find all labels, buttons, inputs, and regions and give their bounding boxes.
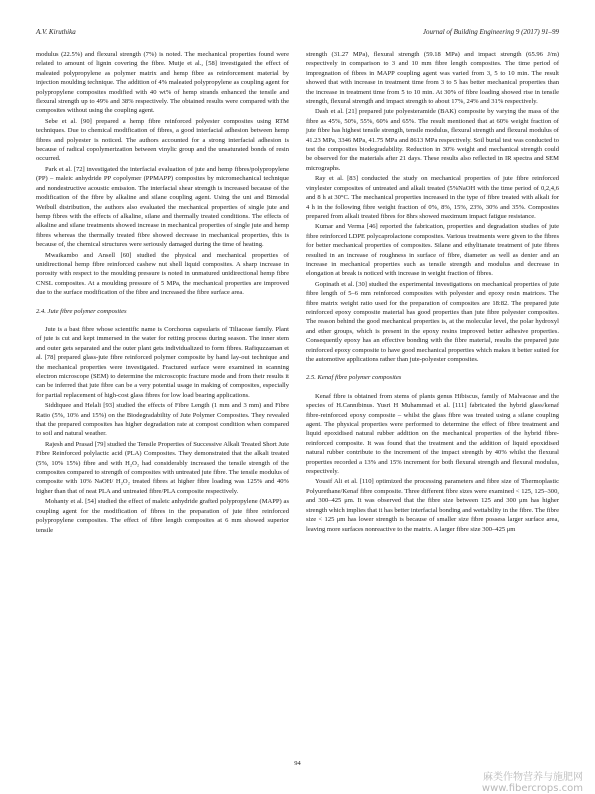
paragraph: Dash et al. [21] prepared jute polyesteramide (BAK) composite by varying the mass of the fibre as 45%, 50%, 55%, 60% and 65%. The result mentioned that at 60% weight fraction of jute fibre has highest tensile strength, tensile modulus, flexural strength and flexural modulus of 41.23 MPa, 3346 MPa, 41.75 MPa and 8613 MPa respectively. Soil burial test was conducted to test the composites biodegradability. Reduction in 30% weight and mechanical strength could be observed for the materials after 21 days. These results also reflected in IR spectra and SEM micrographs. [306,108,559,172]
header-journal: Journal of Building Engineering 9 (2017) 91–99 [422,28,559,36]
paragraph: Sebe et al. [90] prepared a hemp fibre reinforced polyester composites using RTM techniques. Due to chemical modification of fibres, a good interfacial adhesion between hemp fibres and polyester is noticed. The authors accounted for a strong interfacial adhesion is because of radical copolymerization between vinylic group and the unsaturated bonds of resin occurred. [36,117,289,163]
paragraph: Ray et al. [83] conducted the study on mechanical properties of jute fibre reinforced vinylester composites of untreated and alkali treated (5%NaOH with the time period of 0,2,4,6 and 8 h at 30°C. The mechanical properties increased in the type of fibre treated with alkali for 4 h in the following fibre weight fraction of 0%, 8%, 15%, 23%, 30% and 35%. Composites prepared from alkali treated fibres for 8hrs showed maximum impact fatigue resistance. [306,175,559,220]
paragraph: Kumar and Verma [46] reported the fabrication, properties and degradation studies of jute fibre reinforced LDPE polycaprolactone composites. Various treatments were given to the fibres for better mechanical properties of composites. Silane and ethylitanate treatment of jute fibres resulted in an increase of roughness in surface of fibre, diameter as well as denier and an increase in mechanical properties such as tensile strength and modulus and decrease in elongation at break is noticed with increase in weight fraction of fibres. [306,223,559,278]
page-number: 94 [294,760,301,767]
section-heading: 2.5. Kenaf fibre polymer composites [306,374,402,382]
paragraph: Jute is a bast fibre whose scientific name is Corchorus capsularis of Tiliaceae family. Plant of jute is cut and kept immersed in the water for retting process during season. The inner stem and outer gets separated and the outer plant gets individualized to form fibres. Rafiquzzaman et al. [78] prepared glass-jute fibre reinforced polymer composite by hand lay-out technique and the mechanical properties were investigated. Fractured surface were examined in scanning electron microscope (SEM) to determine the microscopic fracture mode and from their results it can be inferred that jute fibre can be a very potential usage in making of composites, especially for partial replacement of high-cost glass fibres for low load bearing applications. [36,325,289,399]
paragraph: Yousif Ali et al. [110] optimized the processing parameters and fibre size of Thermoplastic Polyurethane/Kenaf fibre composite. Three different fibre sizes were examined < 125, 125–300, and 300–425 μm. It was observed that the fibre size between 125 and 300 μm has higher strength which implies that it has better interfacial bonding and wettability in the fibre. The fibre size < 125 μm has lower strength is because of smaller size fibre possess larger surface area, leaving more surfaces nonreactive to the matrix. A larger fibre size 300–425 μm [306,478,559,533]
paragraph: strength (31.27 MPa), flexural strength (59.18 MPa) and impact strength (65.96 J/m) respectively in comparison to 3 and 10 mm fibre length composites. The time period of impregnation of fibres in MAPP coupling agent was varied from 3, 5 to 10 min. The result showed that with increase in treatment time from 3 to 5 has better mechanical properties than the increase in treatment time from 5 to 10 min. At 30% of fibre loading showed rise in tensile strength, flexural strength and impact strength to about 17%, 24% and 31% respectively. [306,51,559,106]
right-column [306,50,559,535]
paragraph: Siddiquee and Helali [93] studied the effects of Fibre Length (1 mm and 3 mm) and Fibre Ratio (5%, 10% and 15%) on the Biodegradability of Jute Polymer Composites. They revealed that the prepared composites has higher degradation rate at compost condition when compared to soil and natural weather. [36,402,289,438]
header-author: A.V. Kiruthika [36,28,76,36]
paragraph: Rajesh and Prasad [79] studied the Tensile Properties of Successive Alkali Treated Short Jute Fibre Reinforced polylactic acid (PLA) Composites. They demonstrated that the alkali treated (5%, 10% 15%) fibre and with H₂O₂ had considerably increased the tensile strength of the composites compared to strength of composites with untreated jute fibre. The tensile modulus of composite with 10% NaOH/ H₂O₂ treated fibres at higher fibre loading was 125% and 40% higher than that of neat PLA and untreated fibre/PLA composite respectively. [36,440,289,495]
paragraph: Kenaf fibre is obtained from stems of plants genus Hibiscus, family of Malvaceae and the species of H.Cannibinus. Yusri H Muhammad et al. [111] fabricated the hybrid glass/kenaf fibre-reinforced epoxy composite – whilst the glass fibre was treated using a silane coupling agent. The physical properties were performed to determine the effect of fibre treatment and liquid epoxidised natural rubber addition on the mechanical properties of the hybrid fibre-reinforced composite. It was found that the treatment and the addition of liquid epoxidised natural rubber contribute to the increment of the impact strength by 40% whilst the flexural properties recorded a 13% and 15% increment for both flexural strength and flexural modulus, respectively. [306,392,559,476]
paragraph: Mwaikambo and Ansell [60] studied the physical and mechanical properties of unidirectional hemp fibre reinforced cashew nut shell liquid composites. A sharp increase in porosity with respect to the moulding pressure is noted in unmatured unidirectional hemp fibre CNSL composites. At a moulding pressure of 5 MPa, the mechanical properties are improved due to the surface modification of the fibre and increased the fibre surface area. [36,251,289,297]
paragraph: Park et al. [72] investigated the interfacial evaluation of jute and hemp fibres/polypropylene (PP) – maleic anhydride PP copolymer (PPMAPP) composites by micromechanical technique and nondestructive acoustic emission. The interfacial shear strength is increased because of the modification of the fibre by alkaline and silane coupling agent. Using the uni and Bimodal Weibull distribution, the authors also evaluated the mechanical properties of single jute and hemp fibres with the effects of alkaline, silane and thermally treated conditions. The effects of alkaline and silane treatments showed increase in mechanical properties of single jute and hemp fibres whereas the thermally treated fibre showed decrease in mechanical properties, this is because of, the chemical structures were seriously damaged during the time of heating. [36,165,289,249]
running-header [36,28,559,36]
section-heading: 2.4. Jute fibre polymer composites [36,307,127,315]
watermark: 麻类作物营养与施肥网 www.fibercrops.com [481,772,583,794]
paragraph: modulus (22.5%) and flexural strength (7%) is noted. The mechanical properties found were related to amount of lignin covering the fibre. Mutje et al., [58] investigated the effect of maleated polypropylene as polymer matrix and hemp fibre as reinforcement material by injection moulding technique. The addition of 4% maleated polypropylene as coupling agent for polypropylene composites modified with 40 wt% of hemp strands enhanced the tensile and flexural strength up to 49% and 38% respectively. The obtained results were compared with the composites without using the coupling agent. [36,51,289,115]
left-column [36,50,289,536]
paragraph: Gopinath et al. [30] studied the experimental investigations on mechanical properties of jute fibre length of 5–6 mm reinforced composites with polyester and epoxy resin matrices. The fibre matrix weight ratio used for the preparation of composites are 18:82. The prepared jute reinforced epoxy composite material has good properties than jute fibre polyester composites. The reason behind the good mechanical properties is, at the molecular level, the polar hydroxyl and ether groups, which is present in the epoxy resins improved better adhesive properties. Consequently epoxy has an effective bonding with the fibre material, results the prepared jute reinforced epoxy composite to have good mechanical properties which makes it better suited for the automotive applications rather than jute-polyester composites. [306,280,559,363]
paragraph: Mohanty et al. [54] studied the effect of maleic anhydride grafted polypropylene (MAPP) as coupling agent for the modification of fibres in the preparation of jute fibre reinforced polypropylene composites. The effect of fibre length composites at 6 mm showed superior tensile [36,498,289,534]
